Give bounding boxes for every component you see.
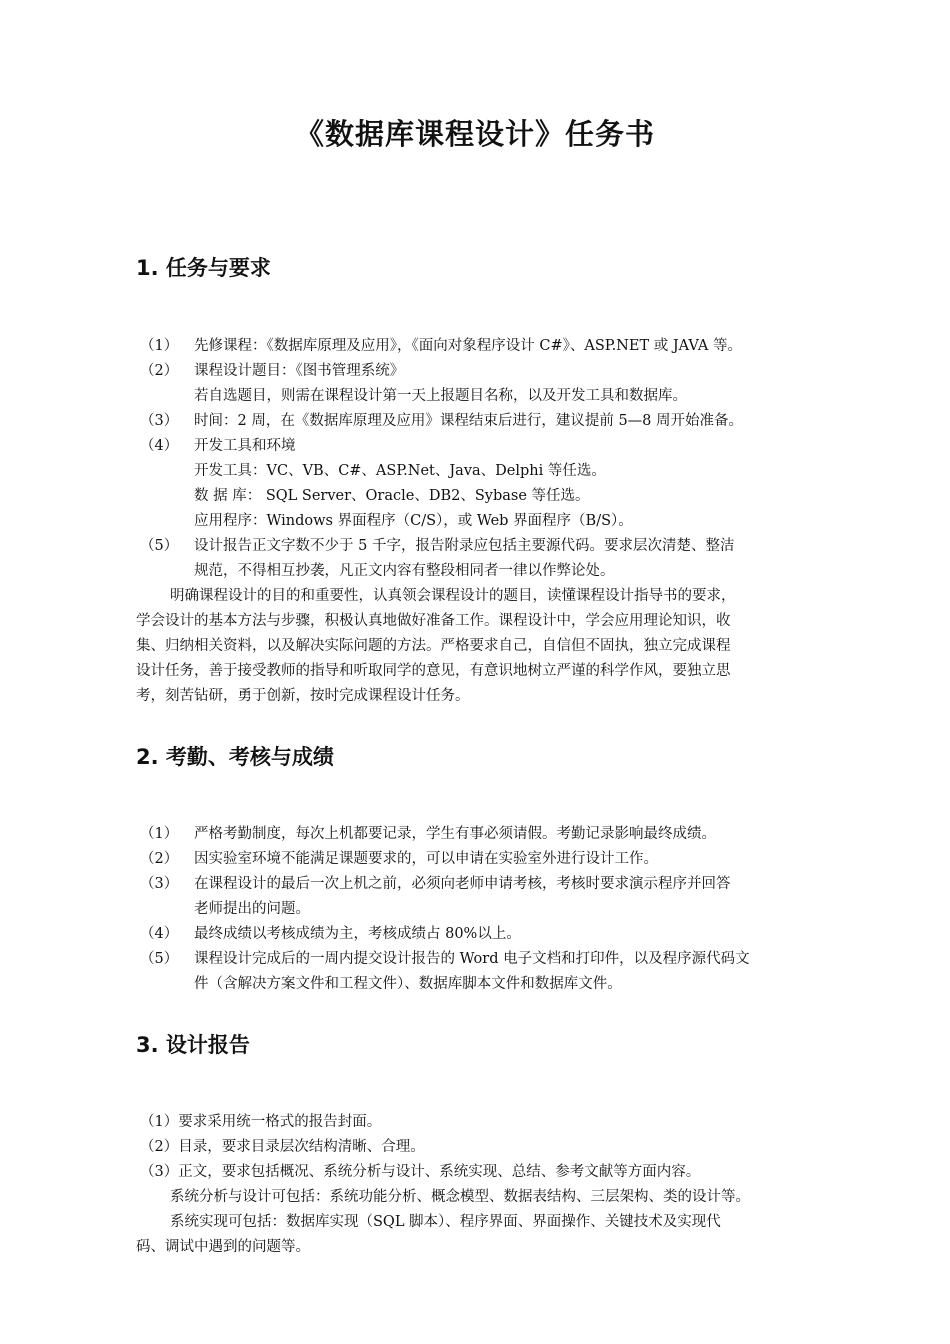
- item-text: 课程设计题目：《图书管理系统》: [194, 363, 405, 379]
- document-title: 《数据库课程设计》任务书: [294, 117, 655, 151]
- item-number: （3）: [140, 413, 179, 429]
- item-text: 在课程设计的最后一次上机之前，必须向老师申请考核，考核时要求演示程序并回答: [194, 876, 731, 892]
- report-line: 系统分析与设计可包括：系统功能分析、概念模型、数据表结构、三层架构、类的设计等。: [170, 1189, 750, 1205]
- item-number: （5）: [140, 538, 179, 554]
- item-text-continuation: 件（含解决方案文件和工程文件）、数据库脚本文件和数据库文件。: [194, 976, 622, 992]
- item-text: 开发工具和环境: [194, 438, 296, 454]
- item-text-continuation: 规范，不得相互抄袭，凡正文内容有整段相同者一律以作弊论处。: [194, 563, 615, 579]
- paragraph-line: 明确课程设计的目的和重要性，认真领会课程设计的题目，读懂课程设计指导书的要求，: [170, 588, 736, 604]
- item-number: （1）: [140, 826, 179, 842]
- section-3-heading: 3. 设计报告: [136, 1033, 250, 1057]
- paragraph-line: 学会设计的基本方法与步骤，积极认真地做好准备工作。课程设计中，学会应用理论知识，收: [136, 613, 731, 629]
- section-2-heading: 2. 考勤、考核与成绩: [136, 745, 334, 769]
- dev-tools-line: 开发工具：VC、VB、C#、ASP.Net、Java、Delphi 等任选。: [194, 463, 606, 479]
- paragraph-line: 考，刻苦钻研，勇于创新，按时完成课程设计任务。: [136, 688, 470, 704]
- report-line: 码、调试中遇到的问题等。: [136, 1239, 310, 1255]
- item-number: （1）: [140, 338, 179, 354]
- item-text: 设计报告正文字数不少于 5 千字，报告附录应包括主要源代码。要求层次清楚、整洁: [194, 538, 735, 554]
- report-line: （2）目录，要求目录层次结构清晰、合理。: [140, 1139, 425, 1155]
- item-number: （4）: [140, 926, 179, 942]
- item-number: （4）: [140, 438, 179, 454]
- item-text: 因实验室环境不能满足课题要求的，可以申请在实验室外进行设计工作。: [194, 851, 658, 867]
- item-text: 课程设计完成后的一周内提交设计报告的 Word 电子文档和打印件，以及程序源代码文: [194, 951, 750, 967]
- item-number: （2）: [140, 363, 179, 379]
- item-text-continuation: 若自选题目，则需在课程设计第一天上报题目名称，以及开发工具和数据库。: [194, 388, 687, 404]
- item-text: 先修课程：《数据库原理及应用》，《面向对象程序设计 C#》、ASP.NET 或 JAVA 等。: [194, 338, 742, 354]
- report-line: （3）正文，要求包括概况、系统分析与设计、系统实现、总结、参考文献等方面内容。: [140, 1164, 701, 1180]
- section-1-heading: 1. 任务与要求: [136, 256, 271, 280]
- item-number: （5）: [140, 951, 179, 967]
- item-text-continuation: 老师提出的问题。: [194, 901, 310, 917]
- application-line: 应用程序：Windows 界面程序（C/S），或 Web 界面程序（B/S）。: [194, 513, 633, 529]
- paragraph-line: 设计任务，善于接受教师的指导和听取同学的意见，有意识地树立严谨的科学作风，要独立思: [136, 663, 731, 679]
- database-line: 数 据 库： SQL Server、Oracle、DB2、Sybase 等任选。: [194, 488, 590, 504]
- report-line: （1）要求采用统一格式的报告封面。: [140, 1114, 382, 1130]
- item-number: （3）: [140, 876, 179, 892]
- report-line: 系统实现可包括：数据库实现（SQL 脚本）、程序界面、界面操作、关键技术及实现代: [170, 1214, 721, 1230]
- item-text: 时间：2 周，在《数据库原理及应用》课程结束后进行，建议提前 5—8 周开始准备。: [194, 413, 744, 429]
- item-text: 最终成绩以考核成绩为主，考核成绩占 80%以上。: [194, 926, 521, 942]
- item-text: 严格考勤制度，每次上机都要记录，学生有事必须请假。考勤记录影响最终成绩。: [194, 826, 716, 842]
- item-number: （2）: [140, 851, 179, 867]
- paragraph-line: 集、归纳相关资料，以及解决实际问题的方法。严格要求自己，自信但不固执，独立完成课程: [136, 638, 731, 654]
